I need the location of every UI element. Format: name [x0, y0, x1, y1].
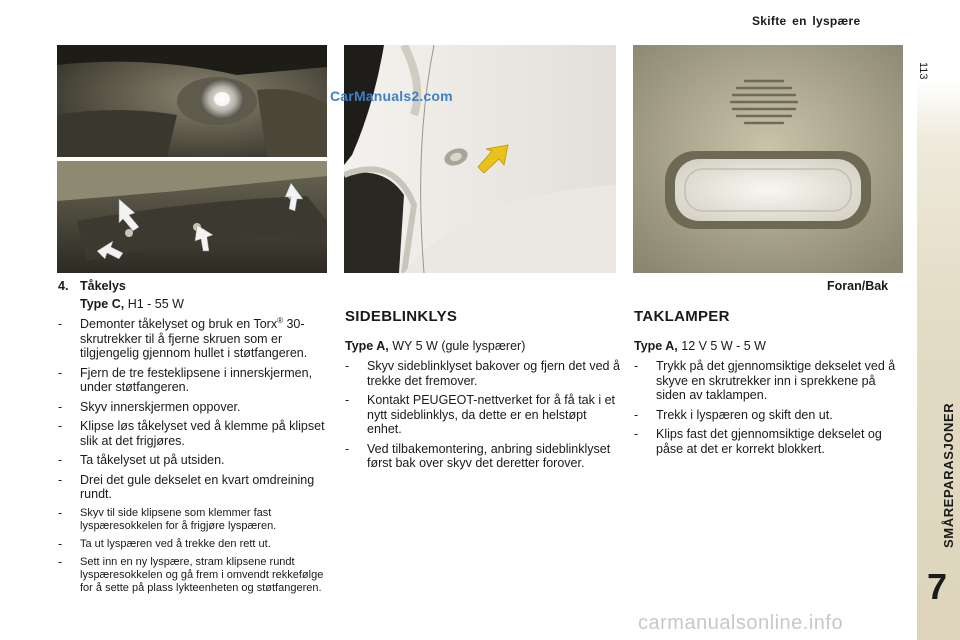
fog-light-steps — [58, 317, 330, 595]
side-repeater-section — [345, 310, 620, 476]
item-number: 4. — [58, 279, 69, 293]
list-item: - Skyv sideblinklyset bakover og fjern det ved å trekke det fremover. — [345, 359, 620, 388]
list-item: - Klips fast det gjennomsiktige dekselet og påse at det er korrekt blokkert. — [634, 427, 882, 456]
section-title: SIDEBLINKLYS — [345, 308, 458, 325]
bulb-type-value: H1 - 55 W — [124, 296, 184, 311]
side-repeater-photo — [344, 45, 616, 273]
fog-light-photo — [57, 45, 327, 157]
bulb-type — [345, 339, 620, 354]
page-header-title: Skifte en lyspære — [752, 14, 861, 28]
chapter-title: SMÅREPARASJONER — [941, 402, 956, 548]
inner-wing-photo — [57, 161, 327, 273]
list-item: - Ta tåkelyset ut på utsiden. — [58, 453, 225, 467]
chapter-number: 7 — [926, 566, 948, 607]
section-title: TAKLAMPER — [634, 308, 730, 325]
bulb-type-label: Type A, — [345, 338, 389, 353]
list-item: - Sett inn en ny lyspære, stram klipsene rundt lyspæresokkelen og gå frem i omvendt rekkefølge for å sette på plass lykteenheten og støtfangeren. — [58, 554, 324, 594]
watermark-text: CarManuals2.com — [330, 88, 453, 104]
list-item: - Ved tilbakemontering, anbring sideblinklyset først bak over skyv det deretter forover. — [345, 441, 611, 470]
fog-light-section — [58, 279, 330, 600]
list-item: - Drei det gule dekselet en kvart omdreining rundt. — [58, 472, 315, 501]
bulb-type-label: Type A, — [634, 338, 678, 353]
bulb-type — [80, 297, 330, 312]
list-item: - Ta ut lyspæren ved å trekke den rett ut. — [58, 536, 271, 551]
ceiling-lamp-section — [634, 310, 906, 461]
list-item: - Klipse løs tåkelyset ved å klemme på klipset slik at det frigjøres. — [58, 419, 325, 448]
list-item: - Demonter tåkelyset og bruk en Torx® 30-skrutrekker til å fjerne skruen som er tilgjengelig gjennom hullet i støtfangeren. — [58, 315, 308, 360]
photo-caption: Foran/Bak — [827, 279, 889, 293]
list-item: - Fjern de tre festeklipsene i innerskjermen, under støtfangeren. — [58, 365, 313, 394]
list-item: - Trekk i lyspæren og skift den ut. — [634, 407, 833, 422]
bulb-type-value: 12 V 5 W - 5 W — [677, 338, 766, 353]
ceiling-lamp-photo — [633, 45, 903, 273]
item-heading — [58, 279, 330, 294]
list-item: - Kontakt PEUGEOT-nettverket for å få tak i et nytt sideblinklys, da dette er en helstøpt enhet. — [345, 393, 616, 436]
list-item: - Trykk på det gjennomsiktige dekselet ved å skyve en skrutrekker inn i sprekkene på siden av taklampen. — [634, 359, 896, 402]
bulb-type-label: Type C, — [80, 296, 125, 311]
bulb-type — [634, 339, 906, 354]
item-title: Tåkelys — [80, 279, 126, 293]
footer-watermark: carmanualsonline.info — [638, 612, 844, 634]
bulb-type-value: WY 5 W (gule lyspærer) — [388, 338, 526, 353]
page-number: 113 — [917, 62, 929, 80]
ceiling-lamp-steps — [634, 359, 906, 456]
list-item: - Skyv til side klipsene som klemmer fast lyspæresokkelen for å frigjøre lyspæren. — [58, 505, 277, 532]
side-repeater-steps — [345, 359, 620, 471]
list-item: - Skyv innerskjermen oppover. — [58, 399, 241, 414]
